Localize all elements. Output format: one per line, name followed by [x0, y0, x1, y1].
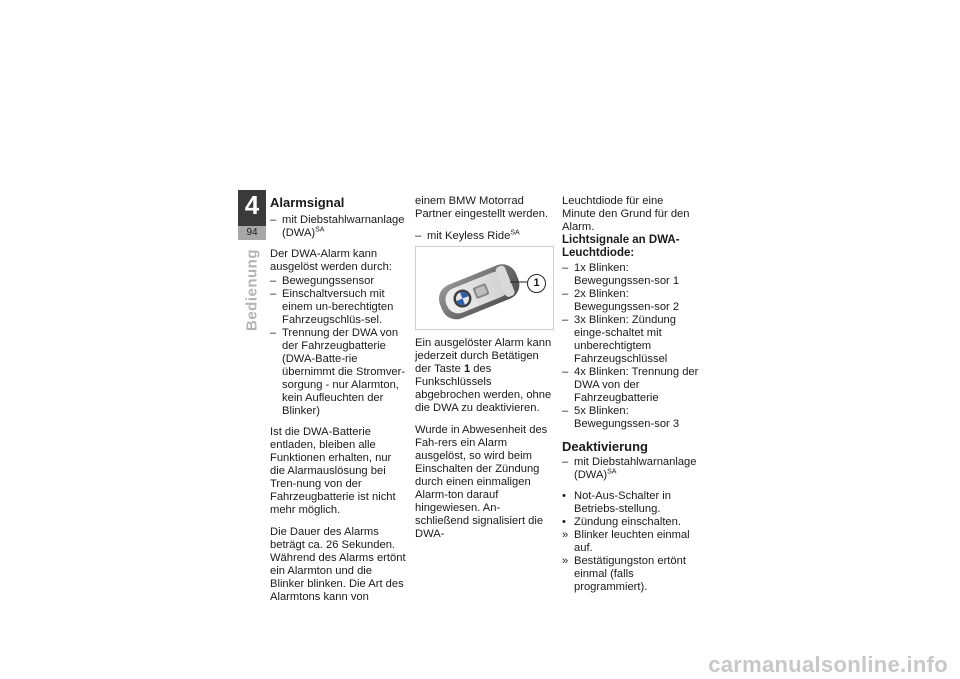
- bullet-marker: •: [562, 490, 566, 502]
- column-3: [562, 195, 700, 594]
- list-item: – 1x Blinken: Bewegungssen-sor 1: [562, 262, 680, 287]
- continuation-text: Leuchtdiode für eine Minute den Grund für den Alarm.: [562, 195, 690, 233]
- result-marker: »: [562, 555, 569, 567]
- chapter-number: 4: [244, 190, 260, 220]
- watermark: carmanualsonline.info: [708, 652, 948, 677]
- list-item: – 2x Blinken: Bewegungssen-sor 2: [562, 288, 680, 313]
- duration-paragraph: Die Dauer des Alarms beträgt ca. 26 Sekunden. Während des Alarms ertönt ein Alarmton und die Blinker blinken. Die Art des Alarmtons kann von: [270, 526, 406, 603]
- continuation-text: einem BMW Motorrad Partner eingestellt werden.: [415, 195, 549, 220]
- sa-marker: SA: [315, 226, 325, 234]
- page-number: 94: [238, 226, 266, 240]
- equipment-list: [270, 214, 408, 240]
- list-item: – Bewegungssensor: [270, 275, 375, 287]
- signal-list: [562, 262, 700, 431]
- result-marker: »: [562, 529, 569, 541]
- battery-paragraph: Ist die DWA-Batterie entladen, bleiben alle Funktionen erhalten, nur die Alarmauslösung bei Tren-nung von der Fahrzeugbatterie ist nicht mehr möglich.: [270, 426, 396, 516]
- dash-marker: –: [270, 214, 277, 226]
- list-item: – mit Diebstahlwarnanlage (DWA)$^{SA}$: [562, 456, 697, 481]
- bullet-marker: •: [562, 516, 566, 528]
- list-item: » Blinker leuchten einmal auf.: [562, 529, 690, 554]
- section-heading-deaktivierung: Deaktivierung: [562, 439, 648, 454]
- list-item: • Not-Aus-Schalter in Betriebs-stellung.: [562, 490, 671, 515]
- intro-text: Der DWA-Alarm kann ausgelöst werden durch:: [270, 248, 392, 273]
- step-list: [562, 490, 700, 594]
- abort-paragraph: Ein ausgelöster Alarm kann jederzeit durch Betätigen der Taste 1 des Funkschlüssels abgebrochen werden, ohne die DWA zu deaktivieren.: [415, 337, 552, 414]
- key-fob-figure: [415, 246, 554, 330]
- absence-paragraph: Wurde in Abwesenheit des Fah-rers ein Alarm ausgelöst, so wird beim Einschalten der Zündung durch einen einmaligen Alarm-ton darauf hingewiesen. An-schließend signalisiert die DWA-: [415, 424, 548, 540]
- sa-marker: SA: [510, 229, 520, 237]
- subheading-led-signals: Lichtsignale an DWA-Leuchtdiode:: [562, 234, 680, 259]
- column-2: [415, 195, 553, 550]
- equipment-list: [562, 456, 700, 482]
- list-item: – 3x Blinken: Zündung einge-schaltet mit unberechtigtem Fahrzeugschlüssel: [562, 314, 676, 365]
- equipment-list: [415, 230, 553, 243]
- sa-marker: SA: [607, 468, 617, 476]
- list-item: – mit Diebstahlwarnanlage (DWA)$^{SA}$: [270, 214, 405, 239]
- list-item: – 5x Blinken: Bewegungssen-sor 3: [562, 405, 680, 430]
- column-1: [270, 195, 408, 613]
- list-item: • Zündung einschalten.: [562, 516, 681, 528]
- chapter-title: Bedienung: [243, 249, 261, 331]
- section-heading-alarmsignal: Alarmsignal: [270, 195, 345, 210]
- callout-1: 1: [527, 274, 546, 293]
- list-item: » Bestätigungston ertönt einmal (falls programmiert).: [562, 555, 686, 593]
- list-item: – 4x Blinken: Trennung der DWA von der Fahrzeugbatterie: [562, 366, 699, 404]
- trigger-list: [270, 275, 408, 418]
- list-item: – Trennung der DWA von der Fahrzeugbatterie (DWA-Batte-rie übernimmt die Stromver-sorgung - nur Alarmton, kein Aufleuchten der Blinker): [270, 327, 406, 417]
- list-item: – mit Keyless Ride$^{SA}$: [415, 229, 520, 242]
- list-item: – Einschaltversuch mit einem un-berechtigten Fahrzeugschlüs-sel.: [270, 288, 394, 326]
